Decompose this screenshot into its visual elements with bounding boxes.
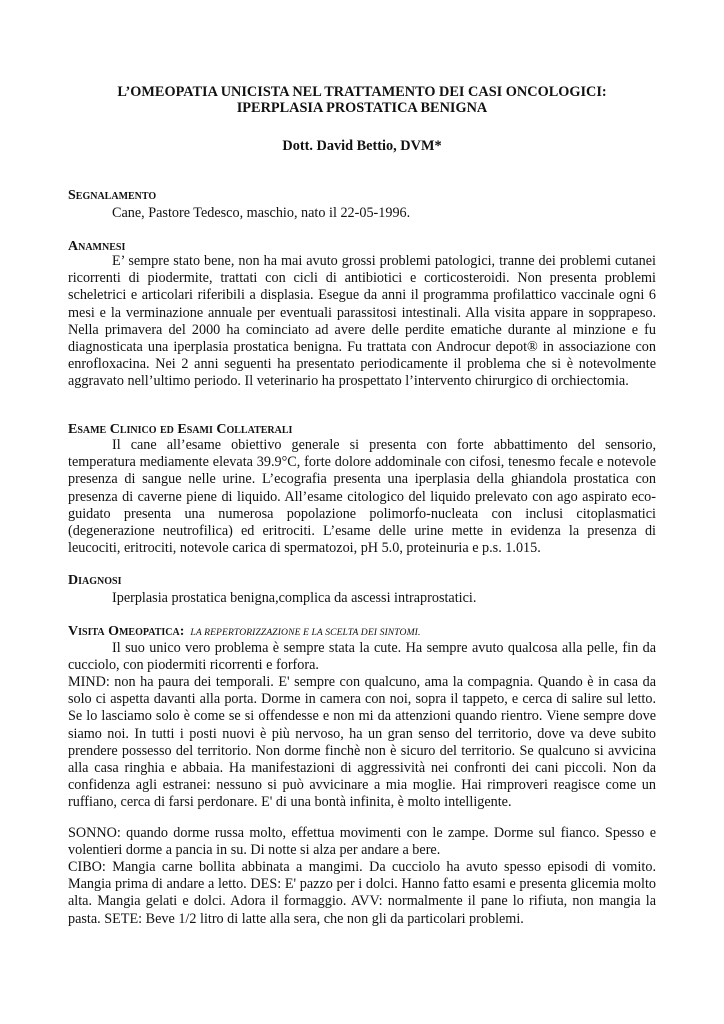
- paper-title-line-1: L’OMEOPATIA UNICISTA NEL TRATTAMENTO DEI CASI ONCOLOGICI:: [117, 84, 607, 100]
- anamnesi-text: E’ sempre stato bene, non ha mai avuto grossi problemi patologici, tranne dei problemi cutanei ricorrenti di piodermite, trattati con cicli di antibiotici e corticosteroidi. Non presenta problemi scheletrici e articolari riferibili a displasia. Esegue da anni il programma profilattico vaccinale ogni 6 mesi e la verminazione annuale per eventuali parassitosi intestinali. Alla visita appare in sopprapeso. Nella primavera del 2000 ha cominciato ad avere delle perdite ematiche durante al minzione e fu diagnosticata una iperplasia prostatica benigna. Fu trattata con Androcur depot® in associazione con enrofloxacina. Nei 2 anni seguenti ha presentato periodicamente il problema che si è notevolmente aggravato nell’ultimo periodo. Il veterinario ha prospettato l’intervento chirurgico di orchiectomia.: [68, 253, 656, 390]
- heading-anamnesi: Anamnesi: [68, 239, 126, 254]
- heading-esame-clinico: Esame Clinico ed Esami Collaterali: [68, 422, 293, 437]
- heading-segnalamento: Segnalamento: [68, 188, 157, 203]
- visita-sonno-text: SONNO: quando dorme russa molto, effettua movimenti con le zampe. Dorme sul fianco. Spesso e volentieri dorme a pancia in su. Di notte si alza per andare a bere.: [68, 825, 656, 859]
- esame-clinico-text: Il cane all’esame obiettivo generale si presenta con forte abbattimento del sensorio, temperatura mediamente elevata 39.9°C, forte dolore addominale con cifosi, tenesmo fecale e notevole presenza di sangue nelle urine. L’ecografia presenta una iperplasia della ghiandola prostatica con presenza di caverne piene di liquido. All’esame citologico del liquido prelevato con ago aspirato eco-guidato presenta una numerosa popolazione polimorfo-nucleata con inclusi citoplasmatici (degenerazione neutrofilica) ed eritrociti. L’esame delle urine mette in evidenza la presenza di leucociti, eritrociti, notevole carica di spermatozoi, pH 5.0, proteinuria e p.s. 1.015.: [68, 437, 656, 557]
- visita-omeopatica-label: Visita Omeopatica:: [68, 624, 185, 639]
- paper-title: [68, 84, 656, 116]
- heading-diagnosi: Diagnosi: [68, 573, 122, 588]
- paper-title-line-2: IPERPLASIA PROSTATICA BENIGNA: [236, 100, 488, 116]
- visita-mind-text: MIND: non ha paura dei temporali. E' sempre con qualcuno, ama la compagnia. Quando è in casa da solo ci aspetta davanti alla porta. Dorme in camera con noi, sopra il tappeto, e cerca di salire sul letto. Se lo lasciamo solo è come se si offendesse e non mi da attenzioni quando rientro. Viene sempre dove siamo noi. In tutti i posti nuovi è più nervoso, ha un gran senso del territorio, dove va deve subito prendere possesso del territorio. Non dorme finchè non è sicuro del territorio. Se qualcuno si avvicina alla casa ringhia e abbaia. Ha manifestazioni di aggressività nei confronti dei cani piccoli. Non da confidenza agli estranei: nessuno si può avvicinare a mia moglie. Hai rimproveri reagisce come un ruffiano, cerca di farsi perdonare. E' di una bontà infinita, è molto intelligente.: [68, 674, 656, 811]
- visita-intro-text: Il suo unico vero problema è sempre stata la cute. Ha sempre avuto qualcosa alla pelle, fin da cucciolo, con piodermiti ricorrenti e forfora.: [68, 640, 656, 674]
- diagnosi-text: Iperplasia prostatica benigna,complica da ascessi intraprostatici.: [112, 590, 477, 606]
- visita-omeopatica-subheading: LA REPERTORIZZAZIONE E LA SCELTA DEI SINTOMI.: [190, 627, 421, 638]
- segnalamento-text: Cane, Pastore Tedesco, maschio, nato il 22-05-1996.: [112, 205, 411, 221]
- visita-cibo-text: CIBO: Mangia carne bollita abbinata a mangimi. Da cucciolo ha avuto spesso episodi di vomito. Mangia prima di andare a letto. DES: E' pazzo per i dolci. Hanno fatto esami e presenta glicemia molto alta. Mangia gelati e dolci. Adora il formaggio. AVV: normalmente il pane lo rifiuta, non mangia la pasta. SETE: Beve 1/2 litro di latte alla sera, che non gli da particolari problemi.: [68, 859, 656, 927]
- author-line: Dott. David Bettio, DVM*: [282, 138, 442, 154]
- heading-visita-omeopatica: [68, 624, 420, 641]
